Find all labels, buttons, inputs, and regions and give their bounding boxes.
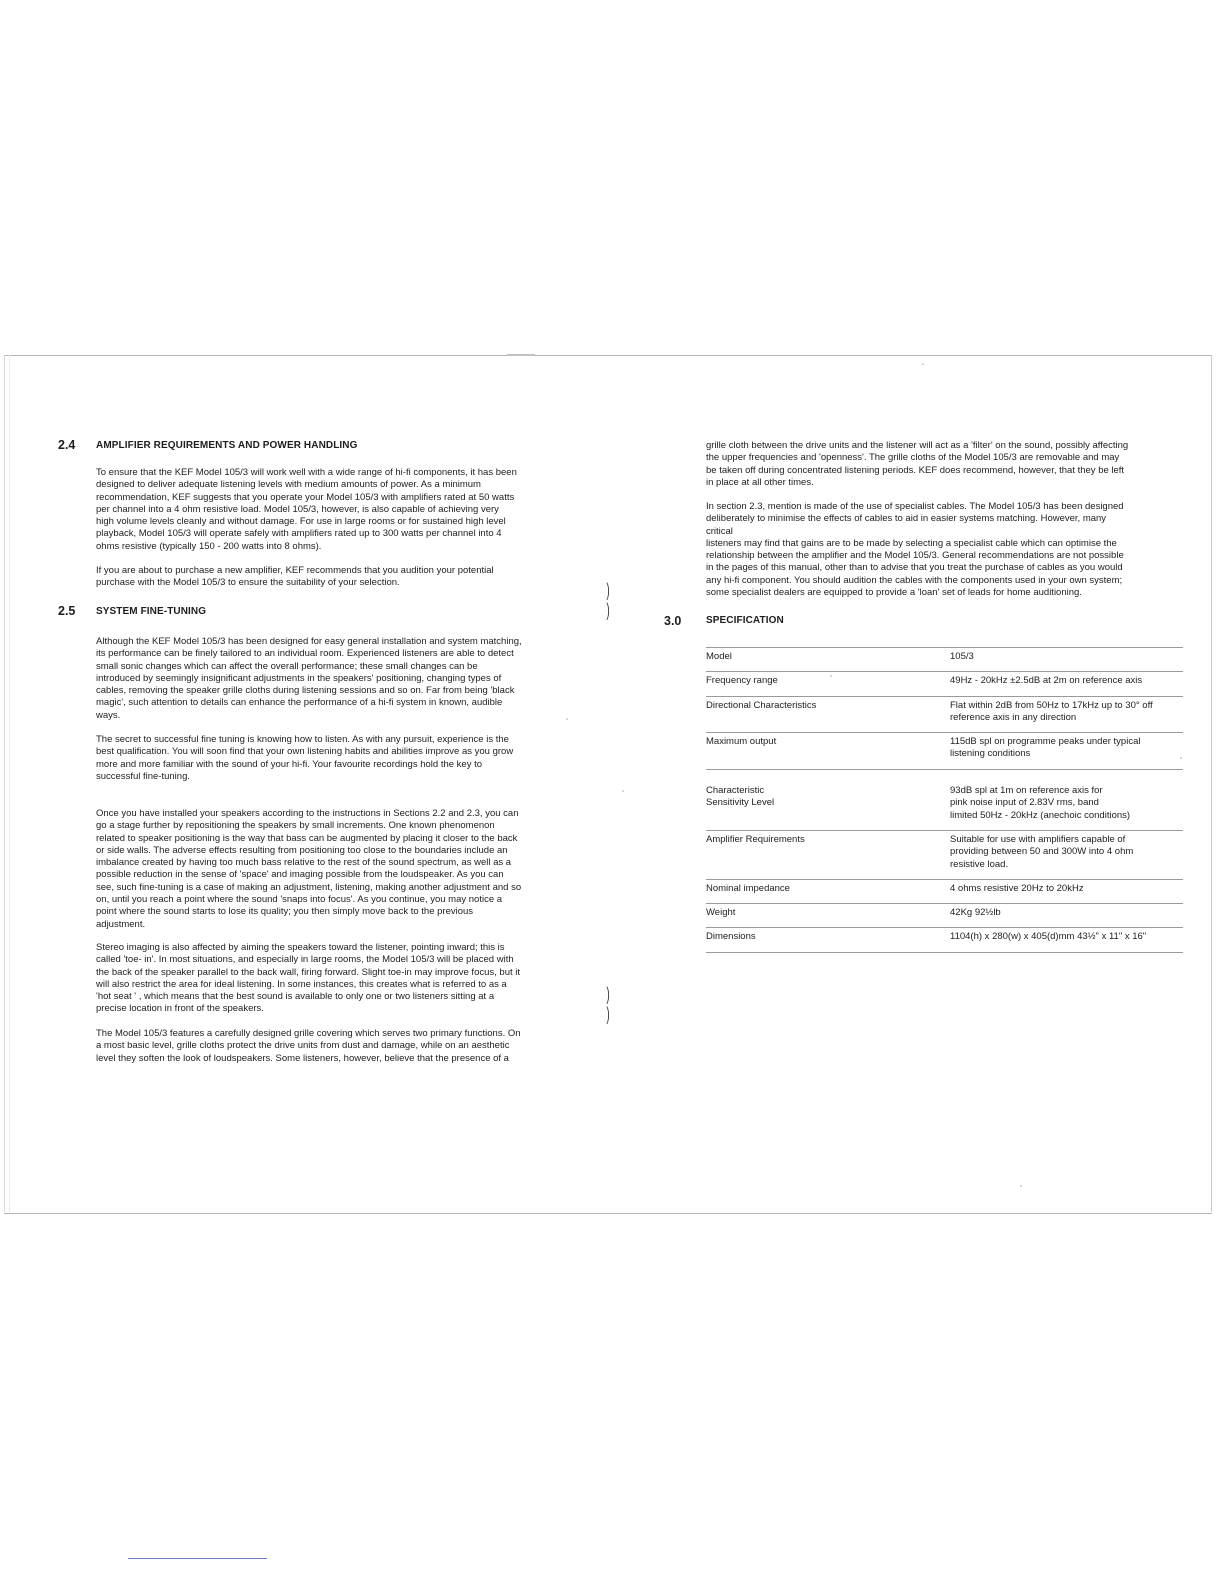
spec-value: 42Kg 92½lb — [950, 907, 1001, 919]
text-line: deliberately to minimise the effects of cables to aid in easier systems matching. However, many — [706, 513, 1107, 525]
paragraph-fine-tuning-listen — [96, 734, 562, 783]
spec-value: Suitable for use with amplifiers capable of providing between 50 and 300W into 4 ohm resistive load. — [950, 833, 1134, 870]
text-line: critical — [706, 525, 733, 537]
paragraph-amplifier-power — [96, 467, 562, 553]
spec-label: Nominal impedance — [706, 882, 790, 894]
spec-value: 105/3 — [950, 651, 974, 662]
spec-row — [706, 769, 1183, 830]
text-line: In section 2.3, mention is made of the use of specialist cables. The Model 105/3 has been designed — [706, 501, 1124, 512]
binding-mark: ) — [606, 600, 610, 620]
spec-row — [706, 830, 1183, 879]
paragraph-fine-tuning-intro — [96, 636, 562, 722]
text-line: successful fine-tuning. — [96, 770, 190, 782]
text-line: adjustment. — [96, 918, 146, 930]
spec-row — [706, 733, 1183, 770]
scan-speck — [1020, 1185, 1022, 1187]
spec-row — [706, 928, 1183, 952]
spec-value: 4 ohms resistive 20Hz to 20kHz — [950, 882, 1084, 894]
scan-speck: • — [922, 362, 924, 368]
text-line: some specialist dealers are equipped to provide a 'loan' set of leads for home auditioning. — [706, 587, 1082, 599]
binding-mark: ) — [606, 580, 610, 600]
spec-row — [706, 904, 1183, 928]
spec-value: 1104(h) x 280(w) x 405(d)mm 43½" x 11" x 16" — [950, 931, 1147, 943]
text-line: point where the sound starts to lose its quality; you then simply move back to the previous — [96, 906, 474, 918]
text-line: The secret to successful fine tuning is knowing how to listen. As with any pursuit, experience is the — [96, 734, 509, 745]
spec-label: Weight — [706, 907, 736, 919]
paragraph-fine-tuning-positioning — [96, 808, 562, 931]
text-line: best qualification. You will soon find that your own listening habits and abilities improve as you grow — [96, 746, 514, 758]
text-line: related to speaker positioning is the way that bass can be augmented by placing it closer to the back — [96, 832, 518, 844]
spec-label: Frequency range — [706, 675, 778, 687]
spec-label: Model — [706, 651, 732, 662]
section-title-2-5: SYSTEM FINE-TUNING — [96, 606, 207, 617]
scan-speck — [1180, 757, 1182, 759]
text-line: more and more familiar with the sound of your hi-fi. Your favourite recordings hold the key to — [96, 758, 483, 770]
text-line: cables, removing the speaker grille cloths during listening sessions and so on. Far from being 'black — [96, 685, 515, 697]
text-line: on, until you reach a point where the sound 'snaps into focus'. As you continue, you may notice a — [96, 894, 503, 906]
section-title-3-0: SPECIFICATION — [706, 615, 784, 626]
spec-row — [706, 648, 1183, 672]
section-title-2-4: AMPLIFIER REQUIREMENTS AND POWER HANDLING — [96, 440, 358, 451]
text-line: see, such fine-tuning is a case of making an adjustment, listening, making another adjustment and so — [96, 881, 522, 893]
spec-value: 115dB spl on programme peaks under typical listening conditions — [950, 736, 1141, 760]
section-number-3-0: 3.0 — [664, 614, 682, 628]
text-line: or side walls. The adverse effects resulting from positioning too close to the boundaries include an — [96, 844, 508, 856]
text-line: high volume levels cleanly and without damage. For use in large rooms or for sustained high level — [96, 516, 506, 528]
text-line: imbalance created by having too much bass relative to the rest of the sound spectrum, as well as a — [96, 857, 512, 869]
text-line: The Model 105/3 features a carefully designed grille covering which serves two primary functions. On — [96, 1028, 521, 1039]
text-line: precise location in front of the speakers. — [96, 1003, 264, 1015]
spec-value: 49Hz - 20kHz ±2.5dB at 2m on reference axis — [950, 675, 1143, 687]
sheet-left-edge — [4, 355, 10, 1212]
paragraph-fine-tuning-toe-in — [96, 942, 562, 1016]
text-line: To ensure that the KEF Model 105/3 will work well with a wide range of hi-fi components, it has been — [96, 467, 517, 478]
text-line: in the pages of this manual, other than to advise that you treat the purchase of cables as you would — [706, 562, 1123, 574]
text-line: will also restrict the area for ideal listening. In some instances, this creates what is referred to as a — [96, 978, 507, 990]
spec-label: Directional Characteristics — [706, 699, 817, 711]
text-line: a most basic level, grille cloths protect the drive units from dust and damage, while on an aesthetic — [96, 1040, 510, 1052]
text-line: purchase with the Model 105/3 to ensure the suitability of your selection. — [96, 577, 400, 589]
spec-label: Dimensions — [706, 931, 756, 943]
text-line: the back of the speaker parallel to the back wall, firing forward. Slight toe-in may improve focus, but it — [96, 966, 521, 978]
paragraph-grille-covering — [96, 1028, 562, 1065]
text-line: relationship between the amplifier and the Model 105/3. General recommendations are not possible — [706, 550, 1124, 562]
text-line: possible reduction in the sense of 'space' and imaging possible from the loudspeaker. As you can — [96, 869, 504, 881]
spec-label: Characteristic Sensitivity Level — [706, 785, 775, 809]
text-line: small sonic changes which can affect the overall performance; these small changes can be — [96, 660, 478, 672]
section-number-2-5: 2.5 — [58, 604, 76, 618]
binding-mark: ) — [606, 1004, 610, 1024]
text-line: go a stage further by repositioning the speakers by small increments. One known phenomenon — [96, 820, 495, 832]
text-line: in place at all other times. — [706, 476, 814, 488]
text-line: the upper frequencies and 'openness'. The grille cloths of the Model 105/3 are removable and may — [706, 452, 1120, 464]
text-line: any hi-fi component. You should audition the cables with the components used in your own system; — [706, 574, 1123, 586]
text-line: Once you have installed your speakers according to the instructions in Sections 2.2 and 2.3, you can — [96, 808, 519, 819]
spec-row — [706, 879, 1183, 903]
text-line: ohms resistive (typically 150 - 200 watts into 8 ohms). — [96, 540, 322, 552]
text-line: ways. — [96, 709, 121, 721]
text-line: introduced by seemingly insignificant adjustments in the speakers' positioning, changing types of — [96, 672, 502, 684]
spec-row — [706, 696, 1183, 733]
paragraph-amplifier-purchase — [96, 565, 562, 590]
spec-row — [706, 672, 1183, 696]
specification-table — [706, 647, 1183, 953]
text-line: designed to deliver adequate listening levels with medium amounts of power. As a minimum — [96, 479, 481, 491]
text-line: grille cloth between the drive units and the listener will act as a 'filter' on the sound, possibly affecting — [706, 440, 1129, 451]
binding-mark: ) — [606, 984, 610, 1004]
scan-line — [128, 1558, 267, 1559]
text-line: If you are about to purchase a new amplifier, KEF recommends that you audition your potential — [96, 565, 494, 576]
text-line: listeners may find that gains are to be made by selecting a specialist cable which can optimise the — [706, 537, 1117, 549]
scan-speck — [566, 718, 568, 720]
text-line: Stereo imaging is also affected by aiming the speakers toward the listener, pointing inward; this is — [96, 942, 505, 953]
scan-mark — [507, 354, 535, 356]
text-line: playback, Model 105/3 will operate safely with amplifiers rated up to 300 watts per channel into 4 — [96, 528, 502, 540]
spec-value: 93dB spl at 1m on reference axis for pink noise input of 2.83V rms, band limited 50Hz - 20kHz (anechoic conditions) — [950, 785, 1131, 821]
text-line: recommendation, KEF suggests that you operate your Model 105/3 with amplifiers rated at 50 watts — [96, 491, 515, 503]
paragraph-specialist-cables — [706, 501, 1176, 599]
text-line: Although the KEF Model 105/3 has been designed for easy general installation and system matching, — [96, 636, 522, 647]
text-line: level they soften the look of loudspeakers. Some listeners, however, believe that the presence of a — [96, 1052, 509, 1064]
scan-speck — [830, 675, 832, 677]
spec-label: Amplifier Requirements — [706, 833, 805, 845]
text-line: its performance can be finely tailored to an individual room. Experienced listeners are able to detect — [96, 648, 514, 660]
text-line: per channel into a 4 ohm resistive load. Model 105/3, however, is also capable of achieving very — [96, 503, 499, 515]
sheet-right-edge — [1211, 355, 1212, 1212]
paragraph-grille-filter — [706, 440, 1176, 489]
spec-value: Flat within 2dB from 50Hz to 17kHz up to 30° off reference axis in any direction — [950, 699, 1153, 723]
text-line: 'hot seat ' , which means that the best sound is available to only one or two listeners sitting at a — [96, 991, 495, 1003]
section-number-2-4: 2.4 — [58, 438, 76, 452]
text-line: called 'toe- in'. In most situations, and especially in large rooms, the Model 105/3 will be placed with — [96, 954, 514, 966]
spec-label: Maximum output — [706, 736, 777, 748]
text-line: magic', such attention to details can enhance the performance of a hi-fi system in known, audible — [96, 697, 503, 709]
scan-speck — [622, 790, 624, 792]
text-line: be taken off during concentrated listening periods. KEF does recommend, however, that they be left — [706, 464, 1125, 476]
